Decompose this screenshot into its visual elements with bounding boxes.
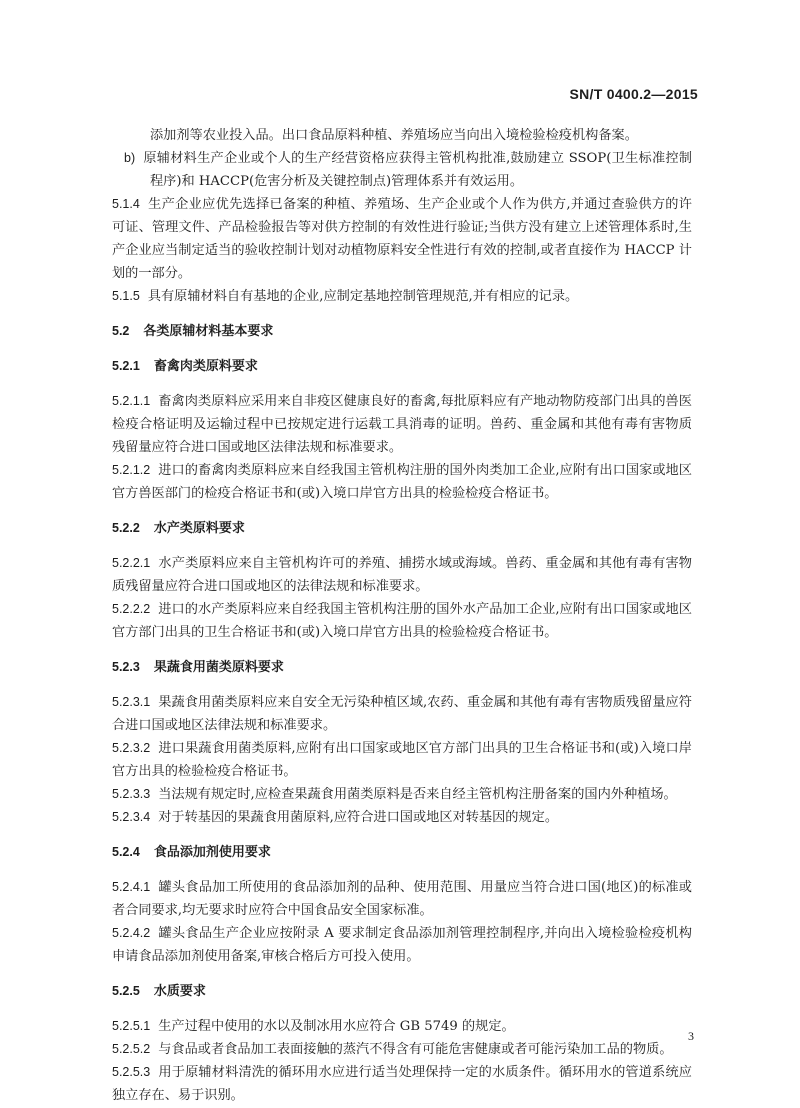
clause-number: 5.2.5.1 — [112, 1019, 151, 1033]
clause-text: 与食品或者食品加工表面接触的蒸汽不得含有可能危害健康或者可能污染加工品的物质。 — [158, 1042, 673, 1057]
clause-text: 生产过程中使用的水以及制冰用水应符合 GB 5749 的规定。 — [158, 1019, 515, 1034]
list-item — [112, 147, 692, 193]
section-heading — [112, 355, 692, 378]
clause-text: 水产类原料要求 — [153, 521, 245, 536]
clause-text: 进口的水产类原料应来自经我国主管机构注册的国外水产品加工企业,应附有出口国家或地区官方部门出具的卫生合格证书和(或)入境口岸官方出具的检验检疫合格证书。 — [112, 602, 692, 640]
clause-paragraph — [112, 390, 692, 459]
clause-number: 5.2.2.1 — [112, 556, 151, 570]
clause-number: 5.2.1 — [112, 359, 140, 373]
clause-text: 水质要求 — [153, 984, 206, 999]
clause-number: 5.2.3.4 — [112, 810, 151, 824]
clause-paragraph — [112, 876, 692, 922]
clause-text: 果蔬食用菌类原料应来自安全无污染种植区域,农药、重金属和其他有毒有害物质残留量应符合进口国或地区法律法规和标准要求。 — [112, 695, 692, 733]
clause-number: 5.2.4.1 — [112, 880, 151, 894]
clause-text: 畜禽肉类原料应采用来自非疫区健康良好的畜禽,每批原料应有产地动物防疫部门出具的兽医检疫合格证明及运输过程中已按规定进行运载工具消毒的证明。兽药、重金属和其他有毒有害物质残留量应符合进口国或地区法律法规和标准要求。 — [112, 394, 692, 455]
clause-number: 5.2.4.2 — [112, 926, 151, 940]
continued-list-text — [112, 124, 692, 147]
clause-number: 5.2.5 — [112, 984, 140, 998]
clause-number: 5.2.4 — [112, 845, 140, 859]
clause-paragraph — [112, 193, 692, 285]
clause-paragraph — [112, 1038, 692, 1061]
clause-number: 5.2.3.3 — [112, 787, 151, 801]
clause-number: 5.2.3.1 — [112, 695, 151, 709]
clause-text: 果蔬食用菌类原料要求 — [153, 660, 284, 675]
clause-text: 食品添加剂使用要求 — [153, 845, 271, 860]
clause-text: 罐头食品生产企业应按附录 A 要求制定食品添加剂管理控制程序,并向出入境检验检疫机构申请食品添加剂使用备案,审核合格后方可投入使用。 — [112, 926, 692, 964]
clause-number: 5.2.3 — [112, 660, 140, 674]
clause-paragraph — [112, 598, 692, 644]
clause-paragraph — [112, 459, 692, 505]
clause-paragraph — [112, 783, 692, 806]
section-heading — [112, 320, 692, 343]
clause-text: 畜禽肉类原料要求 — [153, 359, 258, 374]
clause-number: 5.2.1.2 — [112, 463, 151, 477]
document-body — [112, 124, 692, 1107]
clause-text: 罐头食品加工所使用的食品添加剂的品种、使用范围、用量应当符合进口国(地区)的标准或者合同要求,均无要求时应符合中国食品安全国家标准。 — [112, 880, 692, 918]
clause-text: 添加剂等农业投入品。出口食品原料种植、养殖场应当向出入境检验检疫机构备案。 — [150, 128, 638, 143]
section-heading — [112, 841, 692, 864]
clause-paragraph — [112, 285, 692, 308]
clause-text: 对于转基因的果蔬食用菌原料,应符合进口国或地区对转基因的规定。 — [158, 810, 559, 825]
section-heading — [112, 656, 692, 679]
clause-text: 进口果蔬食用菌类原料,应附有出口国家或地区官方部门出具的卫生合格证书和(或)入境口岸官方出具的检验检疫合格证书。 — [112, 741, 692, 779]
clause-paragraph — [112, 552, 692, 598]
clause-text: 当法规有规定时,应检查果蔬食用菌类原料是否来自经主管机构注册备案的国内外种植场。 — [158, 787, 677, 802]
clause-paragraph — [112, 737, 692, 783]
document-code: SN/T 0400.2—2015 — [569, 86, 698, 102]
clause-number: 5.2.2.2 — [112, 602, 151, 616]
clause-text: 进口的畜禽肉类原料应来自经我国主管机构注册的国外肉类加工企业,应附有出口国家或地区官方兽医部门的检疫合格证书和(或)入境口岸官方出具的检验检疫合格证书。 — [112, 463, 692, 501]
clause-number: 5.2.5.2 — [112, 1042, 151, 1056]
clause-text: 生产企业应优先选择已备案的种植、养殖场、生产企业或个人作为供方,并通过查验供方的许可证、管理文件、产品检验报告等对供方控制的有效性进行验证;当供方没有建立上述管理体系时,生产企业应当制定适当的验收控制计划对动植物原料安全性进行有效的控制,或者直接作为 HACCP 计划的一部分。 — [112, 197, 692, 281]
clause-text: 原辅材料生产企业或个人的生产经营资格应获得主管机构批准,鼓励建立 SSOP(卫生标准控制程序)和 HACCP(危害分析及关键控制点)管理体系并有效运用。 — [143, 151, 692, 189]
clause-paragraph — [112, 922, 692, 968]
clause-number: 5.1.4 — [112, 197, 140, 211]
clause-number: 5.1.5 — [112, 289, 140, 303]
clause-text: 具有原辅材料自有基地的企业,应制定基地控制管理规范,并有相应的记录。 — [147, 289, 579, 304]
clause-paragraph — [112, 1061, 692, 1107]
clause-number: 5.2.1.1 — [112, 394, 151, 408]
clause-number: 5.2.3.2 — [112, 741, 151, 755]
page-number: 3 — [688, 1029, 694, 1043]
clause-number: 5.2 — [112, 324, 130, 338]
clause-text: 各类原辅材料基本要求 — [143, 324, 274, 339]
clause-paragraph — [112, 1015, 692, 1038]
section-heading — [112, 517, 692, 540]
clause-text: 用于原辅材料清洗的循环用水应进行适当处理保持一定的水质条件。循环用水的管道系统应独立存在、易于识别。 — [112, 1065, 692, 1103]
clause-paragraph — [112, 691, 692, 737]
section-heading — [112, 980, 692, 1003]
clause-number: b) — [124, 151, 136, 165]
clause-number: 5.2.5.3 — [112, 1065, 151, 1079]
clause-paragraph — [112, 806, 692, 829]
clause-text: 水产类原料应来自主管机构许可的养殖、捕捞水域或海域。兽药、重金属和其他有毒有害物质残留量应符合进口国或地区的法律法规和标准要求。 — [112, 556, 692, 594]
clause-number: 5.2.2 — [112, 521, 140, 535]
